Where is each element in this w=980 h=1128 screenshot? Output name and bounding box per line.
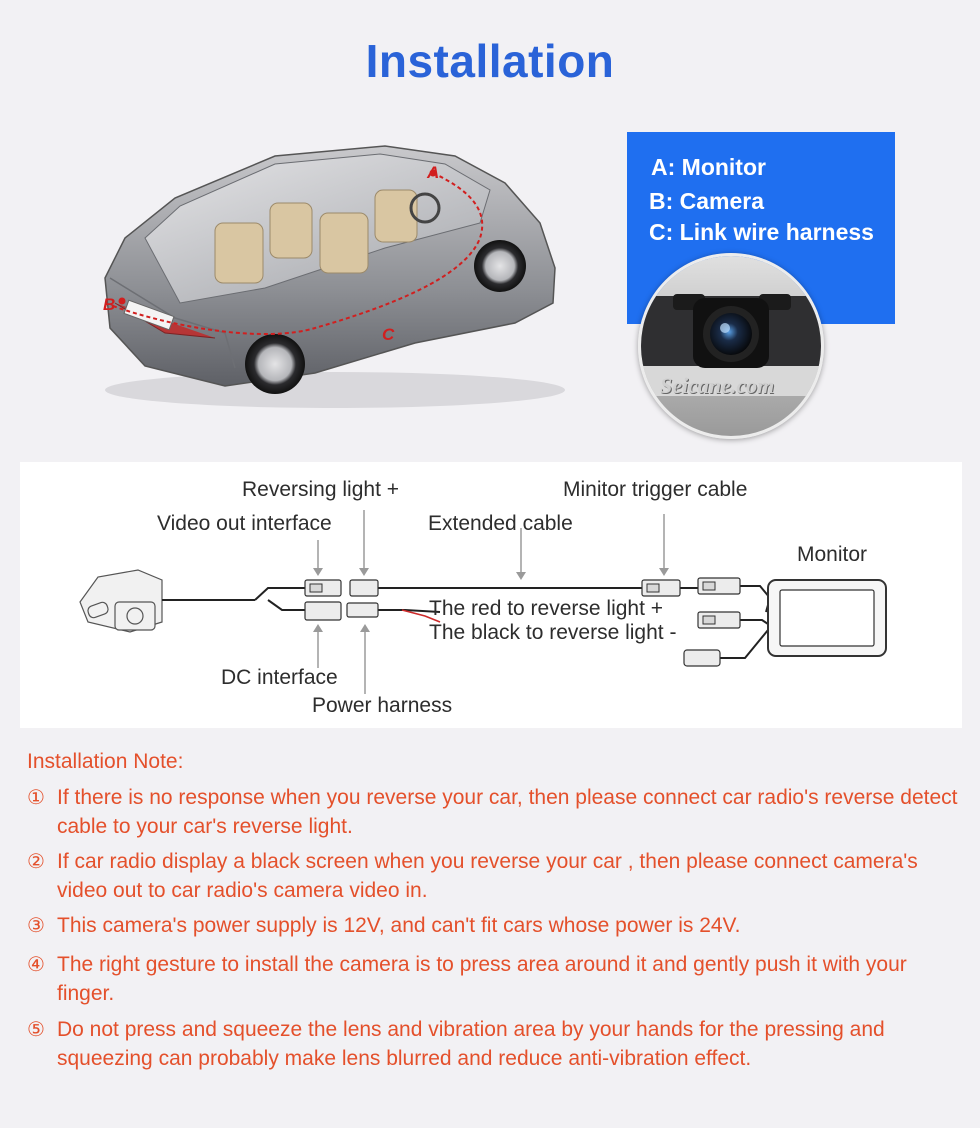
label-monitor: Monitor [797,543,868,566]
note-item [27,950,967,1008]
note-item [27,847,967,905]
note-text: If car radio display a black screen when you reverse your car , then please connect camera's video out to car radio's camera video in. [57,850,918,902]
note-text: The right gesture to install the camera is to press area around it and gently push it with your finger. [57,953,907,1005]
note-number: ② [27,849,45,873]
legend-harness: C: Link wire harness [649,219,874,245]
label-reversing-light: Reversing light + [242,478,399,501]
note-item [27,1015,967,1073]
label-trigger-cable: Minitor trigger cable [563,478,748,501]
camera-photo [641,256,821,436]
label-video-out: Video out interface [157,512,332,535]
legend-camera: B: Camera [649,188,765,214]
note-number: ③ [27,913,45,937]
marker-c: C [382,325,395,344]
note-text: If there is no response when you reverse your car, then please connect car radio's reverse detect cable to your car's reverse light. [57,786,958,838]
wiring-drawing [20,462,962,728]
label-power-harness: Power harness [312,694,453,717]
label-black-wire: The black to reverse light - [429,621,677,644]
page-title: Installation [365,35,615,87]
note-number: ⑤ [27,1017,45,1041]
notes-title: Installation Note: [27,750,184,773]
label-dc-interface: DC interface [221,666,338,689]
marker-b: B [103,295,116,314]
watermark: Seicane.com [660,373,775,398]
note-item [27,783,967,841]
note-text: Do not press and squeeze the lens and vibration area by your hands for the pressing and squeezing can probably make lens blurred and reduce anti-vibration effect. [57,1018,885,1070]
marker-a: A [427,163,440,182]
note-number: ① [27,785,45,809]
label-extended-cable: Extended cable [428,512,573,535]
car-drawing [85,128,585,418]
note-number: ④ [27,952,45,976]
camera-closeup [638,253,824,439]
wiring-diagram [20,462,962,728]
note-text: This camera's power supply is 12V, and can't fit cars whose power is 24V. [57,914,741,937]
legend-monitor: A: Monitor [651,154,766,180]
car-illustration [85,128,585,418]
label-red-wire: The red to reverse light + [429,597,664,620]
note-item [27,911,967,940]
